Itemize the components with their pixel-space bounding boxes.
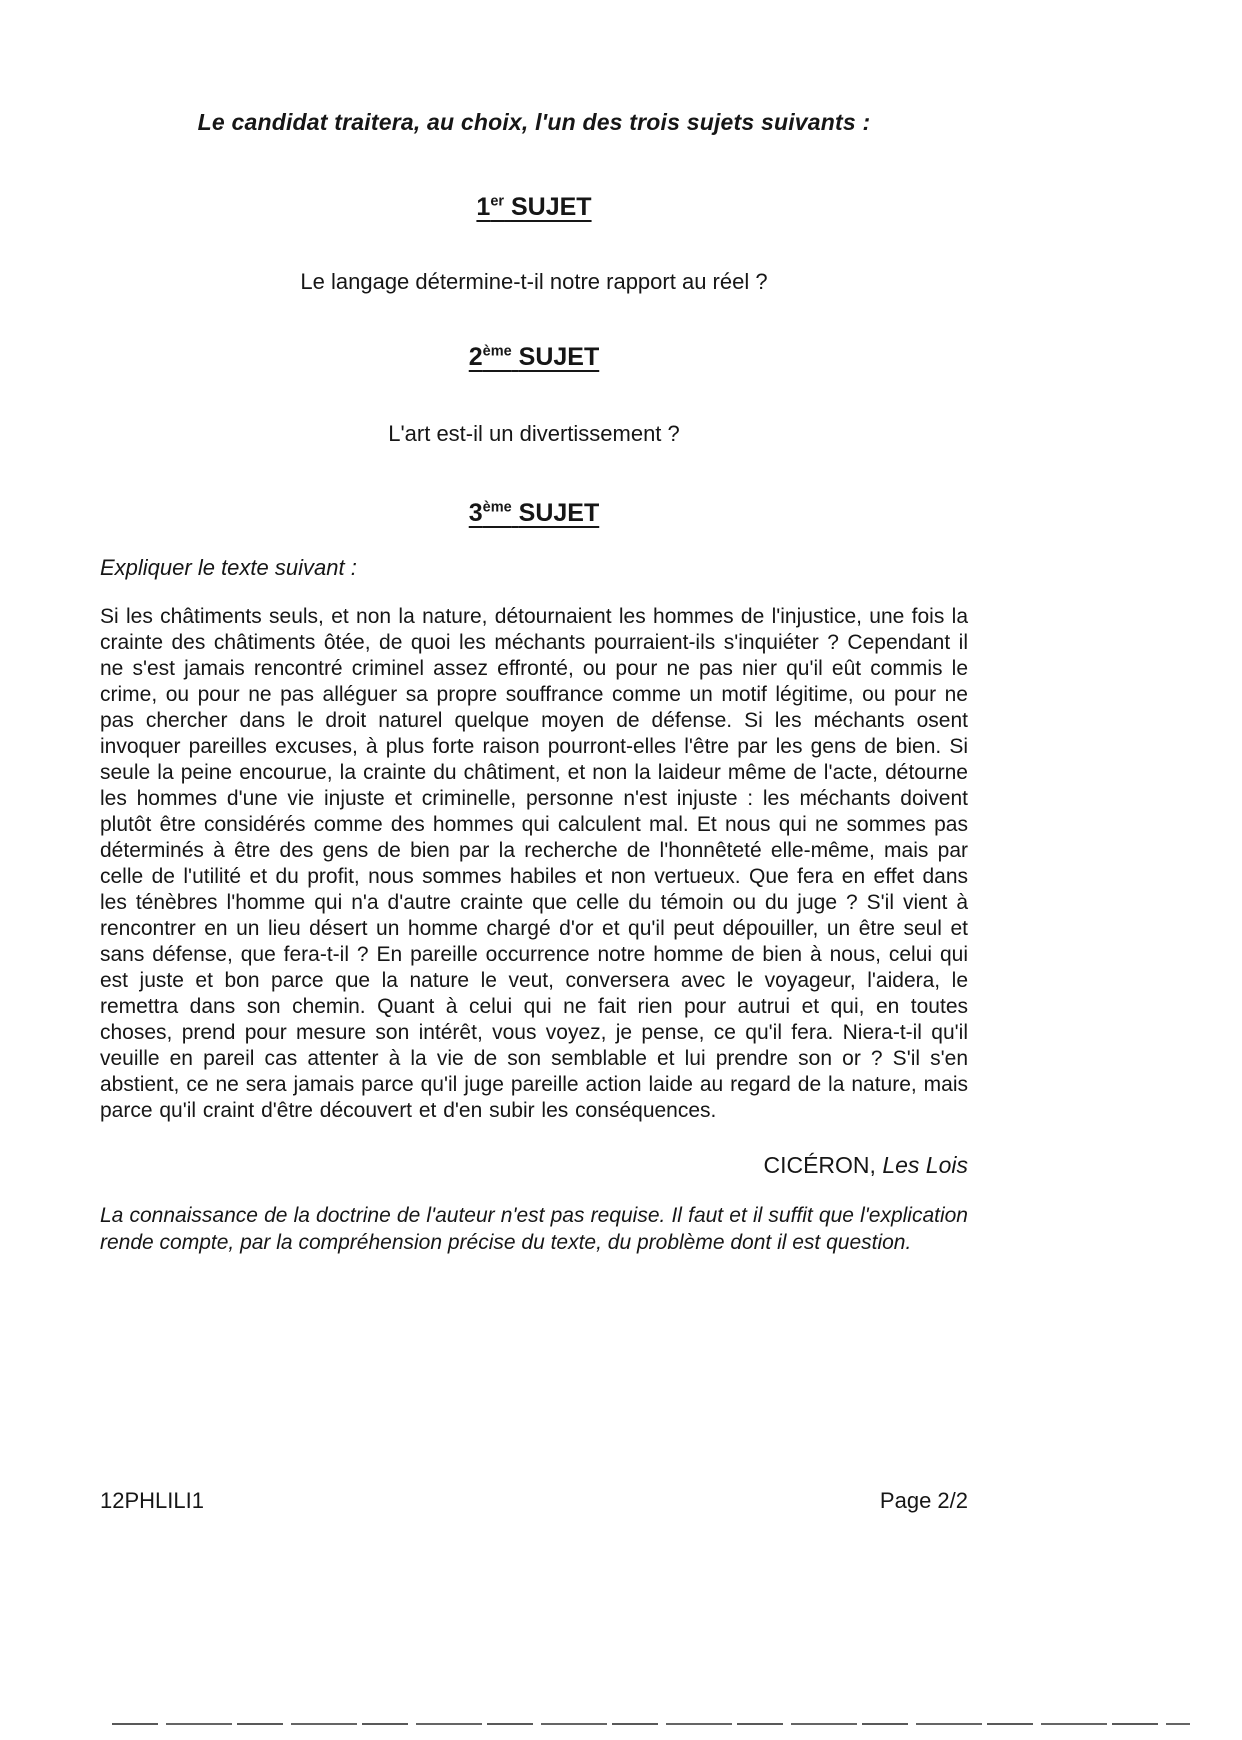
attribution-work: Les Lois xyxy=(882,1152,968,1178)
page-content xyxy=(100,0,968,1256)
footer-subject-code: 12PHLILI1 xyxy=(100,1488,204,1513)
subject-3-number: 3 xyxy=(468,499,483,527)
footer-page-number: Page 2/2 xyxy=(879,1488,968,1513)
examiner-note: La connaissance de la doctrine de l'auteur n'est pas requise. Il faut et il suffit que l'explication rende compte, par la compréhension précise du texte, du problème dont il est question. xyxy=(100,1204,968,1254)
subject-2-heading xyxy=(100,342,968,372)
scan-artifact-line xyxy=(112,1723,1190,1725)
subject-1-heading xyxy=(100,192,968,222)
subject-2-word: SUJET xyxy=(518,343,600,371)
subject-1-number: 1 xyxy=(476,193,491,221)
subject-2-number: 2 xyxy=(468,343,483,371)
explication-text: Si les châtiments seuls, et non la nature, détournaient les hommes de l'injustice, une fois la crainte des châtiments ôtée, de quoi les méchants pourraient-ils s'inquiéter ? Cependant il ne s'est jamais rencontré criminel assez effronté, ou pour ne pas nier qu'il eût commis le crime, ou pour ne pas alléguer sa propre souffrance comme un motif légitime, ou pour ne pas chercher dans le droit naturel quelque moyen de défense. Si les méchants osent invoquer pareilles excuses, à plus forte raison pourront-elles l'être par les gens de bien. Si seule la peine encourue, la crainte du châtiment, et non la laideur même de l'acte, détourne les hommes d'une vie injuste et criminelle, personne n'est injuste : les méchants doivent plutôt être considérés comme des hommes qui calculent mal. Et nous qui ne sommes pas déterminés à être des gens de bien par la recherche de l'honnêteté elle-même, mais par celle de l'utilité et du profit, nous sommes habiles et non vertueux. Que fera en effet dans les ténèbres l'homme qui n'a d'autre crainte que celle du témoin ou du juge ? S'il vient à rencontrer en un lieu désert un homme chargé d'or et qu'il peut dépouiller, un être seul et sans défense, que fera-t-il ? En pareille occurrence notre homme de bien à nous, celui qui est juste et bon parce que la nature le veut, conversera avec le voyageur, l'aidera, le remettra dans son chemin. Quant à celui qui ne fait rien pour autrui et qui, en toutes choses, prend pour mesure son intérêt, vous voyez, je pense, ce qu'il fera. Niera-t-il qu'il veuille en pareil cas attenter à la vie de son semblable et lui prendre son or ? S'il s'en abstient, ce ne sera jamais parce qu'il juge pareille action laide au regard de la nature, mais parce qu'il craint d'être découvert et d'en subir les conséquences. xyxy=(100,605,968,1122)
subject-3-ordinal: ème xyxy=(482,499,512,516)
subject-1-ordinal: er xyxy=(490,193,505,210)
attribution-author: CICÉRON, xyxy=(763,1152,876,1178)
subject-3-word: SUJET xyxy=(518,499,600,527)
attribution xyxy=(100,1150,968,1180)
subject-2-title xyxy=(469,343,599,371)
page-footer xyxy=(100,1488,968,1514)
subject-2-question: L'art est-il un divertissement ? xyxy=(388,421,680,446)
subject-1-question: Le langage détermine-t-il notre rapport au réel ? xyxy=(300,269,768,294)
explication-prompt: Expliquer le texte suivant : xyxy=(100,555,357,580)
subject-1-title xyxy=(476,193,591,221)
subject-3-title xyxy=(469,499,599,527)
subject-1-word: SUJET xyxy=(510,193,592,221)
instruction-line: Le candidat traitera, au choix, l'un des trois sujets suivants : xyxy=(197,109,871,135)
subject-3-heading xyxy=(100,498,968,528)
subject-2-ordinal: ème xyxy=(482,343,512,360)
